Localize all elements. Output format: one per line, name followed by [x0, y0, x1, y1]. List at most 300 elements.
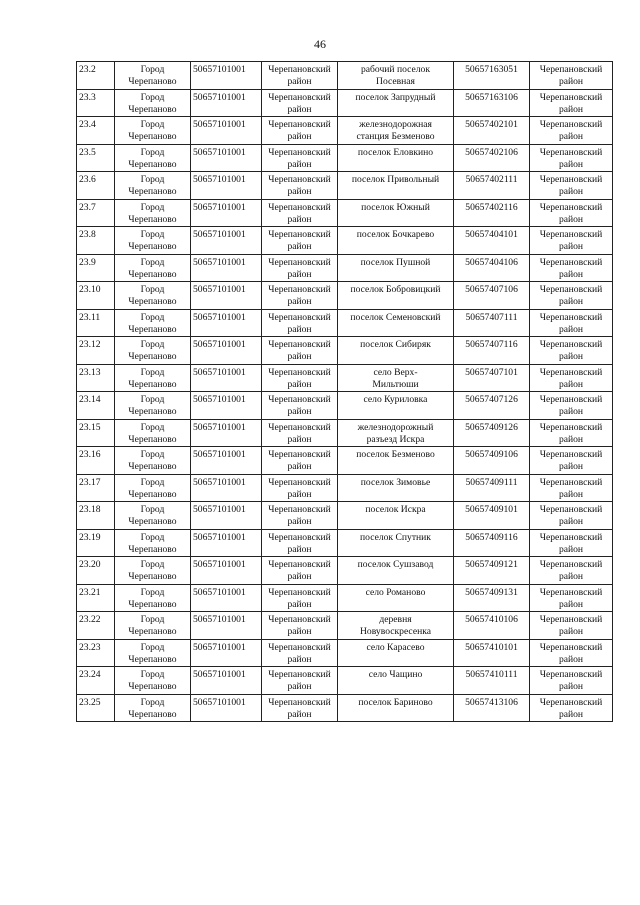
settlement-district-line2: район [558, 708, 584, 720]
city-cell [115, 667, 191, 695]
city-name-line1: Город [140, 559, 165, 570]
settlement-district-cell [530, 62, 613, 90]
district-line1: Черепановский [268, 586, 331, 598]
settlement-line2: Посевная [376, 76, 415, 87]
city-name-line1: Город [140, 641, 165, 653]
city-name-line1: Город [140, 476, 165, 488]
oktmo-code: 50657101001 [193, 91, 246, 103]
settlement-line1: село Верх- [373, 366, 418, 378]
city-name-line2: Черепаново [128, 488, 177, 500]
settlement-district-cell [530, 419, 613, 447]
row-number-cell [77, 254, 115, 282]
oktmo-cell [191, 502, 262, 530]
settlement-line1: поселок Спутник [360, 531, 431, 543]
settlement-line1: поселок Южный [361, 201, 430, 213]
settlement-district-line1: Черепановский [539, 586, 603, 598]
settlement-district-line2: район [558, 186, 584, 197]
settlement-cell [338, 364, 454, 392]
district-line1: Черепановский [268, 696, 331, 708]
district-line1: Черепановский [268, 311, 331, 323]
settlement-oktmo-cell [454, 62, 530, 90]
district-line1: Черепановский [268, 119, 331, 130]
settlement-oktmo-cell [454, 199, 530, 227]
city-cell [115, 309, 191, 337]
table-row [77, 447, 613, 475]
settlement-oktmo-code: 50657404106 [465, 256, 518, 268]
district-line2: район [287, 681, 312, 692]
settlement-line1: поселок Привольный [351, 174, 440, 185]
page-number: 46 [314, 37, 326, 51]
city-name-line2: Черепаново [128, 543, 177, 555]
table-row [77, 62, 613, 90]
oktmo-cell [191, 419, 262, 447]
row-number: 23.22 [79, 614, 101, 625]
city-cell [115, 117, 191, 145]
city-cell [115, 199, 191, 227]
table-row [77, 529, 613, 557]
table-row [77, 172, 613, 200]
district-line2: район [287, 76, 312, 87]
settlement-line1: поселок Безменово [356, 449, 435, 460]
city-name-line1: Город [140, 421, 165, 433]
settlement-oktmo-cell [454, 309, 530, 337]
settlement-district-line1: Черепановский [539, 64, 603, 75]
settlement-oktmo-code: 50657413106 [465, 696, 518, 708]
settlement-district-line2: район [558, 406, 584, 417]
settlement-district-line2: район [558, 488, 584, 500]
settlement-cell [338, 282, 454, 310]
settlement-district-line2: район [558, 571, 584, 582]
oktmo-cell [191, 89, 262, 117]
row-number-cell [77, 474, 115, 502]
city-name-line1: Город [140, 504, 165, 515]
settlement-oktmo-code: 50657407111 [465, 311, 518, 323]
table-row [77, 89, 613, 117]
row-number-cell [77, 584, 115, 612]
city-name-line1: Город [140, 366, 165, 378]
table-row [77, 309, 613, 337]
city-name-line2: Черепаново [128, 323, 177, 335]
oktmo-cell [191, 529, 262, 557]
settlement-oktmo-cell [454, 282, 530, 310]
city-name-line1: Город [140, 201, 165, 213]
district-cell [262, 639, 338, 667]
row-number: 23.21 [79, 586, 101, 598]
settlement-district-line2: район [558, 681, 584, 692]
city-name-line1: Город [140, 229, 165, 240]
row-number: 23.24 [79, 669, 101, 680]
settlement-oktmo-code: 50657409106 [465, 449, 518, 460]
settlement-line1: поселок Бариново [358, 696, 433, 708]
settlement-district-line1: Черепановский [539, 614, 603, 625]
district-line2: район [287, 461, 312, 472]
row-number-cell [77, 62, 115, 90]
settlement-district-line1: Черепановский [539, 339, 603, 350]
settlement-district-line1: Черепановский [539, 256, 603, 268]
district-cell [262, 337, 338, 365]
oktmo-code: 50657101001 [193, 449, 246, 460]
row-number-cell [77, 419, 115, 447]
settlement-district-line1: Черепановский [539, 91, 603, 103]
oktmo-cell [191, 639, 262, 667]
district-cell [262, 419, 338, 447]
settlement-district-line2: район [558, 351, 584, 362]
settlement-district-line2: район [558, 158, 584, 170]
oktmo-code: 50657101001 [193, 339, 246, 350]
settlement-cell [338, 502, 454, 530]
settlement-district-cell [530, 309, 613, 337]
settlement-cell [338, 667, 454, 695]
district-cell [262, 694, 338, 722]
settlement-line1: рабочий поселок [360, 64, 431, 75]
city-name-line2: Черепаново [128, 406, 177, 417]
row-number: 23.23 [79, 641, 101, 653]
oktmo-code: 50657101001 [193, 64, 246, 75]
settlement-line1: село Романово [365, 586, 426, 598]
settlement-oktmo-code: 50657402101 [465, 119, 518, 130]
oktmo-cell [191, 282, 262, 310]
settlement-cell [338, 694, 454, 722]
settlement-cell [338, 89, 454, 117]
city-name-line1: Город [140, 669, 165, 680]
settlement-district-cell [530, 612, 613, 640]
settlement-district-line2: район [558, 296, 584, 307]
row-number: 23.13 [79, 366, 101, 378]
city-name-line2: Черепаново [128, 433, 177, 445]
city-name-line1: Город [140, 614, 165, 625]
district-line2: район [287, 103, 312, 115]
district-line1: Черепановский [268, 559, 331, 570]
settlement-district-line2: район [558, 516, 584, 527]
city-name-line2: Черепаново [128, 268, 177, 280]
city-name-line2: Черепаново [128, 296, 177, 307]
row-number: 23.15 [79, 421, 101, 433]
row-number: 23.7 [79, 201, 96, 213]
row-number: 23.16 [79, 449, 101, 460]
city-name-line2: Черепаново [128, 351, 177, 362]
settlement-oktmo-cell [454, 419, 530, 447]
district-line2: район [287, 406, 312, 417]
district-cell [262, 89, 338, 117]
district-line1: Черепановский [268, 476, 331, 488]
settlement-line2: Новувоскресенка [360, 626, 431, 637]
oktmo-code: 50657101001 [193, 146, 246, 158]
district-line2: район [287, 488, 312, 500]
settlement-district-cell [530, 557, 613, 585]
city-name-line1: Город [140, 119, 165, 130]
settlement-district-line1: Черепановский [539, 119, 603, 130]
settlement-line1: поселок Бобровицкий [350, 284, 441, 295]
settlement-oktmo-code: 50657402116 [465, 201, 518, 213]
district-line2: район [287, 516, 312, 527]
row-number: 23.17 [79, 476, 101, 488]
table-row [77, 612, 613, 640]
district-line2: район [287, 296, 312, 307]
settlement-district-line1: Черепановский [539, 229, 603, 240]
settlement-cell [338, 172, 454, 200]
city-cell [115, 227, 191, 255]
oktmo-cell [191, 227, 262, 255]
oktmo-code: 50657101001 [193, 284, 246, 295]
settlement-district-line1: Черепановский [539, 311, 603, 323]
settlement-line1: село Чащино [368, 669, 423, 680]
settlement-oktmo-cell [454, 364, 530, 392]
district-line2: район [287, 213, 312, 225]
city-name-line2: Черепаново [128, 461, 177, 472]
settlement-oktmo-code: 50657163106 [465, 91, 518, 103]
row-number-cell [77, 392, 115, 420]
oktmo-cell [191, 447, 262, 475]
table-row [77, 337, 613, 365]
oktmo-cell [191, 667, 262, 695]
district-cell [262, 612, 338, 640]
row-number-cell [77, 337, 115, 365]
district-line2: район [287, 351, 312, 362]
table-row [77, 282, 613, 310]
oktmo-cell [191, 309, 262, 337]
row-number: 23.6 [79, 174, 96, 185]
row-number-cell [77, 447, 115, 475]
settlement-district-cell [530, 89, 613, 117]
district-line1: Черепановский [268, 669, 331, 680]
settlement-district-line1: Черепановский [539, 449, 603, 460]
settlement-line1: поселок Сушзавод [357, 559, 434, 570]
district-line1: Черепановский [268, 174, 331, 185]
district-line1: Черепановский [268, 201, 331, 213]
table-row [77, 502, 613, 530]
settlement-district-line2: район [558, 131, 584, 142]
settlement-line1: поселок Сибиряк [360, 339, 431, 350]
settlement-district-cell [530, 254, 613, 282]
city-name-line1: Город [140, 531, 165, 543]
district-line1: Черепановский [268, 146, 331, 158]
city-name-line2: Черепаново [128, 213, 177, 225]
oktmo-cell [191, 584, 262, 612]
district-cell [262, 309, 338, 337]
settlement-cell [338, 557, 454, 585]
district-line2: район [287, 186, 312, 197]
district-line1: Черепановский [268, 641, 331, 653]
city-name-line2: Черепаново [128, 598, 177, 610]
settlement-district-cell [530, 474, 613, 502]
settlement-oktmo-code: 50657402106 [465, 146, 518, 158]
city-cell [115, 529, 191, 557]
oktmo-cell [191, 117, 262, 145]
table-row [77, 117, 613, 145]
oktmo-cell [191, 694, 262, 722]
settlement-oktmo-cell [454, 89, 530, 117]
settlement-district-line1: Черепановский [539, 559, 603, 570]
settlement-district-line1: Черепановский [539, 476, 603, 488]
settlement-oktmo-code: 50657409101 [465, 504, 518, 515]
settlement-oktmo-code: 50657409121 [465, 559, 518, 570]
district-cell [262, 392, 338, 420]
settlement-oktmo-cell [454, 529, 530, 557]
row-number-cell [77, 364, 115, 392]
settlement-line1: железнодорожная [359, 119, 432, 130]
oktmo-cell [191, 337, 262, 365]
row-number-cell [77, 227, 115, 255]
row-number-cell [77, 667, 115, 695]
district-cell [262, 667, 338, 695]
settlement-cell [338, 254, 454, 282]
settlement-cell [338, 612, 454, 640]
settlement-cell [338, 474, 454, 502]
district-cell [262, 117, 338, 145]
city-cell [115, 282, 191, 310]
settlement-cell [338, 227, 454, 255]
city-name-line2: Черепаново [128, 76, 177, 87]
row-number: 23.8 [79, 229, 96, 240]
row-number: 23.18 [79, 504, 101, 515]
settlement-district-cell [530, 337, 613, 365]
settlement-district-cell [530, 584, 613, 612]
row-number: 23.4 [79, 119, 96, 130]
oktmo-cell [191, 254, 262, 282]
table-body [77, 62, 613, 722]
row-number: 23.25 [79, 696, 101, 708]
district-cell [262, 254, 338, 282]
city-cell [115, 337, 191, 365]
oktmo-cell [191, 474, 262, 502]
settlement-oktmo-code: 50657410101 [465, 641, 518, 653]
district-line1: Черепановский [268, 284, 331, 295]
city-name-line2: Черепаново [128, 158, 177, 170]
settlement-oktmo-code: 50657402111 [465, 174, 518, 185]
settlement-oktmo-code: 50657404101 [465, 229, 518, 240]
settlement-oktmo-cell [454, 474, 530, 502]
row-number: 23.5 [79, 146, 96, 158]
district-line1: Черепановский [268, 366, 331, 378]
settlement-oktmo-code: 50657410106 [465, 614, 518, 625]
settlement-line1: поселок Пушной [360, 256, 431, 268]
settlement-district-line1: Черепановский [539, 669, 603, 680]
district-line2: район [287, 158, 312, 170]
city-cell [115, 584, 191, 612]
settlement-district-line2: район [558, 268, 584, 280]
district-line2: район [287, 241, 312, 252]
oktmo-code: 50657101001 [193, 174, 246, 185]
settlement-oktmo-cell [454, 337, 530, 365]
oktmo-code: 50657101001 [193, 476, 246, 488]
settlement-district-line2: район [558, 213, 584, 225]
row-number-cell [77, 529, 115, 557]
district-line1: Черепановский [268, 421, 331, 433]
city-name-line2: Черепаново [128, 103, 177, 115]
settlement-line1: село Карасево [366, 641, 425, 653]
district-cell [262, 529, 338, 557]
table-row [77, 227, 613, 255]
district-cell [262, 172, 338, 200]
district-cell [262, 364, 338, 392]
settlement-line1: село Куриловка [363, 394, 428, 405]
settlement-cell [338, 144, 454, 172]
oktmo-cell [191, 144, 262, 172]
table-row [77, 199, 613, 227]
settlement-district-line1: Черепановский [539, 394, 603, 405]
oktmo-cell [191, 557, 262, 585]
city-name-line1: Город [140, 256, 165, 268]
settlement-oktmo-code: 50657409111 [465, 476, 518, 488]
oktmo-code: 50657101001 [193, 614, 246, 625]
city-cell [115, 89, 191, 117]
city-cell [115, 639, 191, 667]
city-name-line2: Черепаново [128, 186, 177, 197]
settlement-cell [338, 199, 454, 227]
oktmo-code: 50657101001 [193, 366, 246, 378]
oktmo-code: 50657101001 [193, 504, 246, 515]
oktmo-code: 50657101001 [193, 641, 246, 653]
settlement-district-line2: район [558, 76, 584, 87]
oktmo-code: 50657101001 [193, 421, 246, 433]
row-number-cell [77, 612, 115, 640]
row-number: 23.3 [79, 91, 96, 103]
settlement-cell [338, 447, 454, 475]
settlement-district-cell [530, 199, 613, 227]
city-name-line1: Город [140, 449, 165, 460]
city-name-line2: Черепаново [128, 653, 177, 665]
oktmo-cell [191, 612, 262, 640]
district-line2: район [287, 653, 312, 665]
settlement-district-line2: район [558, 598, 584, 610]
oktmo-code: 50657101001 [193, 311, 246, 323]
row-number-cell [77, 502, 115, 530]
settlement-district-cell [530, 144, 613, 172]
settlement-oktmo-cell [454, 557, 530, 585]
settlement-district-line1: Черепановский [539, 284, 603, 295]
table-row [77, 584, 613, 612]
row-number-cell [77, 117, 115, 145]
city-cell [115, 392, 191, 420]
city-name-line1: Город [140, 586, 165, 598]
city-cell [115, 612, 191, 640]
table-row [77, 364, 613, 392]
settlement-district-cell [530, 392, 613, 420]
city-name-line1: Город [140, 284, 165, 295]
settlement-district-line1: Черепановский [539, 146, 603, 158]
district-line2: район [287, 268, 312, 280]
settlement-line1: железнодорожный [357, 421, 434, 433]
settlement-line1: поселок Еловкино [357, 146, 434, 158]
city-cell [115, 254, 191, 282]
settlement-district-line2: район [558, 103, 584, 115]
city-name-line1: Город [140, 146, 165, 158]
settlement-line1: поселок Искра [365, 504, 426, 515]
settlement-oktmo-code: 50657407101 [465, 366, 518, 378]
settlement-oktmo-code: 50657409116 [465, 531, 518, 543]
settlement-oktmo-cell [454, 254, 530, 282]
row-number: 23.19 [79, 531, 101, 543]
oktmo-code: 50657101001 [193, 531, 246, 543]
oktmo-cell [191, 62, 262, 90]
table-row [77, 254, 613, 282]
oktmo-cell [191, 199, 262, 227]
settlement-cell [338, 309, 454, 337]
district-line1: Черепановский [268, 229, 331, 240]
settlement-oktmo-cell [454, 667, 530, 695]
settlement-district-line1: Черепановский [539, 531, 603, 543]
city-name-line2: Черепаново [128, 626, 177, 637]
row-number-cell [77, 639, 115, 667]
settlement-oktmo-code: 50657407106 [465, 284, 518, 295]
settlement-district-cell [530, 667, 613, 695]
row-number: 23.12 [79, 339, 101, 350]
settlement-cell [338, 337, 454, 365]
settlement-district-cell [530, 447, 613, 475]
city-name-line1: Город [140, 91, 165, 103]
city-cell [115, 364, 191, 392]
oktmo-code: 50657101001 [193, 586, 246, 598]
